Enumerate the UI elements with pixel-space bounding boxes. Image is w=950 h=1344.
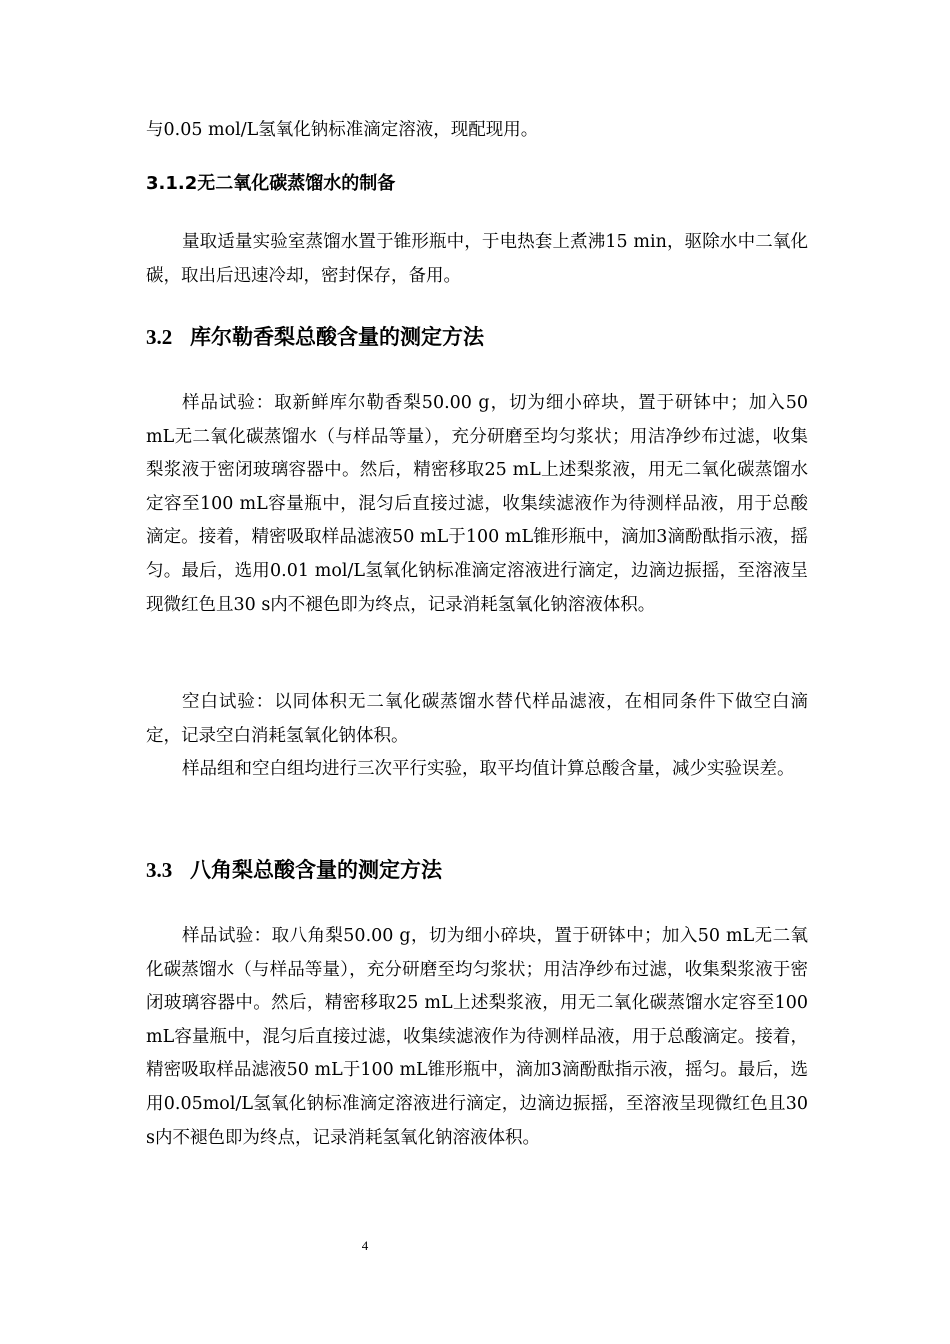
section-3-2-blank-test-paragraph: 空白试验：以同体积无二氧化碳蒸馏水替代样品滤液，在相同条件下做空白滴定，记录空白消耗氢氧化钠体积。: [146, 692, 808, 746]
section-3-2-title: 库尔勒香梨总酸含量的测定方法: [190, 325, 484, 349]
section-3-2-number: 3.2: [146, 325, 173, 349]
section-3-3-heading: [146, 855, 442, 885]
section-3-2-sample-test-paragraph: 样品试验：取新鲜库尔勒香梨50.00 g，切为细小碎块，置于研钵中；加入50 mL无二氧化碳蒸馏水（与样品等量），充分研磨至均匀浆状；用洁净纱布过滤，收集梨浆液于密闭玻璃容器中。然后，精密移取25 mL上述梨浆液，用无二氧化碳蒸馏水定容至100 mL容量瓶中，混匀后直接过滤，收集续滤液作为待测样品液，用于总酸滴定。接着，精密吸取样品滤液50 mL于100 mL锥形瓶中，滴加3滴酚酞指示液，摇匀。最后，选用0.01 mol/L氢氧化钠标准滴定溶液进行滴定，边滴边振摇，至溶液呈现微红色且30 s内不褪色即为终点，记录消耗氢氧化钠溶液体积。: [146, 393, 808, 615]
section-3-3-sample-test-paragraph: 样品试验：取八角梨50.00 g，切为细小碎块，置于研钵中；加入50 mL无二氧化碳蒸馏水（与样品等量），充分研磨至均匀浆状；用洁净纱布过滤，收集梨浆液于密闭玻璃容器中。然后，精密移取25 mL上述梨浆液，用无二氧化碳蒸馏水定容至100 mL容量瓶中，混匀后直接过滤，收集续滤液作为待测样品液，用于总酸滴定。接着，精密吸取样品滤液50 mL于100 mL锥形瓶中，滴加3滴酚酞指示液，摇匀。最后，选用0.05mol/L氢氧化钠标准滴定溶液进行滴定，边滴边振摇，至溶液呈现微红色且30 s内不褪色即为终点，记录消耗氢氧化钠溶液体积。: [146, 926, 808, 1148]
page-number: 4: [361, 1238, 369, 1253]
section-3-3-title: 八角梨总酸含量的测定方法: [190, 858, 442, 882]
continuation-paragraph: 与0.05 mol/L氢氧化钠标准滴定溶液，现配现用。: [146, 120, 539, 140]
section-3-2-heading: [146, 322, 484, 352]
section-3-3-number: 3.3: [146, 858, 173, 882]
section-3-2-replicate-paragraph: 样品组和空白组均进行三次平行实验，取平均值计算总酸含量，减少实验误差。: [182, 759, 795, 779]
section-3-1-2-heading: 3.1.2无二氧化碳蒸馏水的制备: [146, 173, 396, 194]
section-3-1-2-paragraph: 量取适量实验室蒸馏水置于锥形瓶中，于电热套上煮沸15 min，驱除水中二氧化碳，取出后迅速冷却，密封保存，备用。: [146, 232, 808, 286]
